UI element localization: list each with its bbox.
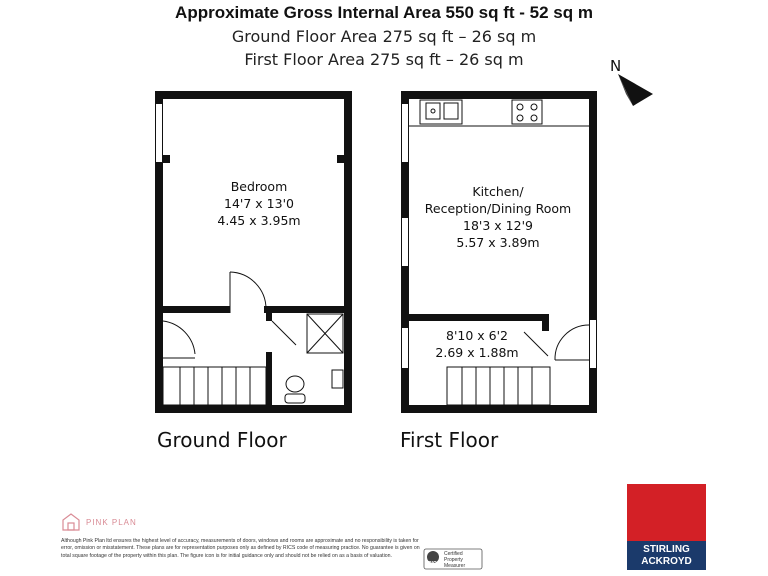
rics-badge-label: RICS [428,561,440,567]
compass-north-label: N [610,57,622,75]
room-size-metric: 2.69 x 1.88m [435,345,519,360]
room-size-imperial: 14'7 x 13'0 [224,196,294,211]
rics-certified-text: Certified Property Measurer [444,551,466,569]
room-name-line-1: Kitchen/ [472,184,524,199]
pink-plan-brand: PINK PLAN [86,518,137,527]
first-floor-label: First Floor [400,428,499,452]
room-bedroom-label [200,178,318,229]
pink-plan-logo-icon [63,514,79,530]
stirling-ackroyd-logo [627,484,706,570]
ground-floor-area: Ground Floor Area 275 sq ft – 26 sq m [231,27,537,46]
ground-floor-plan [155,91,352,413]
first-floor-plan [401,91,597,413]
agent-name-line-1: STIRLING [643,544,690,555]
room-size-metric: 4.45 x 3.95m [217,213,301,228]
room-size-imperial: 18'3 x 12'9 [463,218,533,233]
room-landing-label [422,327,532,361]
north-arrow-icon [618,74,653,106]
room-kitchen-label [412,183,584,251]
disclaimer-text: Although Pink Plan ltd ensures the highest level of accuracy, measurements of doors, windows and rooms are approximate and no responsibility is taken for error, omission or misstatement. These plans are for representation purposes only as defined by RICS code of measuring practice. No guarantee is given on total square footage of the property within this plan. The figure icon is for initial guidance only and should not be relied on as a basis of valuation. [61,538,420,559]
first-floor-area: First Floor Area 275 sq ft – 26 sq m [244,50,524,69]
ground-floor-fixtures [163,272,343,405]
room-name-line-2: Reception/Dining Room [424,201,572,216]
room-size-metric: 5.57 x 3.89m [456,235,540,250]
room-size-imperial: 8'10 x 6'2 [446,328,508,343]
plan-title: Approximate Gross Internal Area 550 sq ft - 52 sq m [175,3,593,22]
agent-name-band [627,541,706,570]
agent-name-line-2: ACKROYD [641,556,692,567]
ground-floor-label: Ground Floor [157,428,287,452]
room-name: Bedroom [230,179,288,194]
